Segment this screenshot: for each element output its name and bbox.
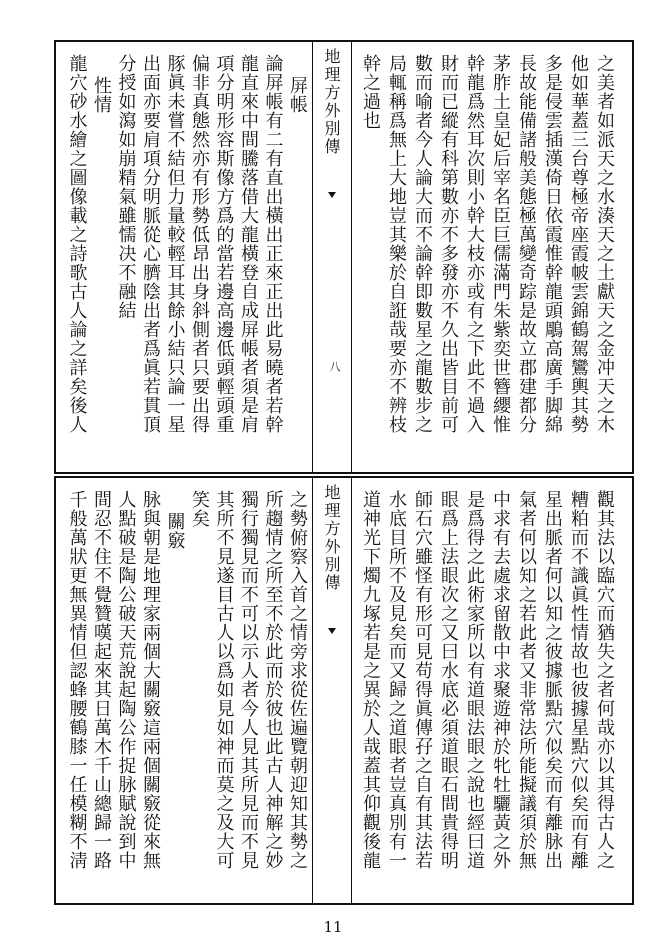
text-column: 眼爲上法眼次之又曰水底必須道眼石間貴得明 (438, 490, 459, 870)
text-column: 所趨情之所至不於此而於彼也此古人神解之妙 (262, 490, 284, 870)
text-column: 是爲得之此術家所以有道眼法眼之說也經曰道 (464, 490, 485, 870)
fishtail-mark (328, 628, 336, 634)
text-column: 局輒稱爲無上大地豈其樂於自誑哉要亦不辨枝 (386, 54, 407, 434)
page-number: 11 (323, 918, 343, 936)
text-column: 幹之過也 (360, 54, 381, 130)
text-column: 水底目所不及見矣而又歸之道眼者豈真別有一 (386, 490, 407, 870)
top-page-panel (54, 40, 634, 474)
text-column: 論屏帳有二有直出橫出正來正出此易曉者若幹 (262, 54, 284, 434)
fishtail-mark (328, 192, 336, 198)
text-column: 長故能備諸般美態極萬變奇踪是故立郡建都分 (516, 54, 537, 434)
text-column: 多是侵雲插漢倚日依霞惟幹龍頭鵰高廣手脚綿 (542, 54, 563, 434)
center-fold-strip (312, 42, 352, 472)
text-column: 之勢俯察入首之情旁求從佐遍覽朝迎知其勢之 (287, 490, 308, 870)
text-column: 他如華蓋三台尊極帝座霞帔雲錦鶴駕鸞輿其勢 (568, 54, 589, 434)
text-column: 龍直來中間騰落借大龍橫登自成屏帳者須是肩 (238, 54, 259, 434)
section-heading: 關竅 (164, 512, 186, 550)
section-heading: 屏帳 (287, 76, 308, 114)
text-column: 之美者如派天之水湊天之土獻天之金冲天之木 (594, 54, 615, 434)
running-title: 地理方外別傳 (322, 484, 341, 592)
text-column: 中求有去處求留散中求聚遊神於牝牡驪黃之外 (490, 490, 511, 870)
text-column: 師石穴雖怪有形可見苟得眞傳孖之自有其法若 (412, 490, 433, 870)
text-column: 龍穴砂水繪之圖像載之詩歌古人論之詳矣後人 (66, 54, 88, 434)
text-column: 出面亦要肩項分明脈從心臍陰出者爲眞若貫頂 (140, 54, 161, 434)
center-fold-strip (312, 478, 352, 903)
text-column: 獨行獨見而不可以示人者今人見其所見而不見 (238, 490, 259, 870)
running-title: 地理方外別傳 (322, 48, 341, 156)
text-column: 千般萬狀更無異情但認蜂腰鶴膝一任模糊不淸 (66, 490, 88, 870)
text-column: 項分明形容斯像方爲的當若邊高邊低頭輕頭重 (213, 54, 235, 434)
text-column: 人點破是陶公破天荒說起陶公作捉脉賦說到中 (115, 490, 137, 870)
text-column: 氣者何以知之若此者又非常法所能擬議須於無 (516, 490, 537, 870)
text-column: 間忍不住不覺贊嘆起來其日萬木千山總歸一路 (91, 490, 112, 870)
folio-number: 八 (328, 361, 341, 372)
text-column: 笑矣 (189, 490, 210, 528)
text-column: 其所不見遂目古人以爲如見如神而莫之及大可 (213, 490, 235, 870)
text-column: 財而已縱有科第數亦不多發亦不久出皆目前可 (438, 54, 459, 434)
text-column: 偏非真態然亦有形勢低昂出身斜側者只要出得 (189, 54, 210, 434)
text-column: 糟粕而不識眞性情故也彼據星點穴似矣而有離 (568, 490, 589, 870)
bottom-page-panel (54, 476, 634, 905)
text-column: 茅胙土皇妃后宰名臣巨儒滿門朱紫奕世簪纓惟 (490, 54, 511, 434)
text-column: 數而喻者今人論大而不論幹即數星之龍數步之 (412, 54, 433, 434)
text-column: 分授如瀉如崩精氣雖懦决不融結 (115, 54, 137, 320)
text-column: 幹龍爲然耳次則小幹大枝亦或有之下此不過入 (464, 54, 485, 434)
text-column: 星出脈者何以知之彼據脈點穴似矣而有離脉出 (542, 490, 563, 870)
text-column: 脉與朝是地理家兩個大關竅這兩個關竅從來無 (140, 490, 161, 870)
text-column: 道神光下燭九塚若是之異於人哉蓋其仰觀後龍 (360, 490, 381, 870)
text-column: 觀其法以臨穴而猶失之者何哉亦以其得古人之 (594, 490, 615, 870)
section-heading: 性情 (91, 76, 112, 114)
text-column: 豚眞未嘗不結但力量較輕耳其餘小結只論一星 (164, 54, 186, 434)
